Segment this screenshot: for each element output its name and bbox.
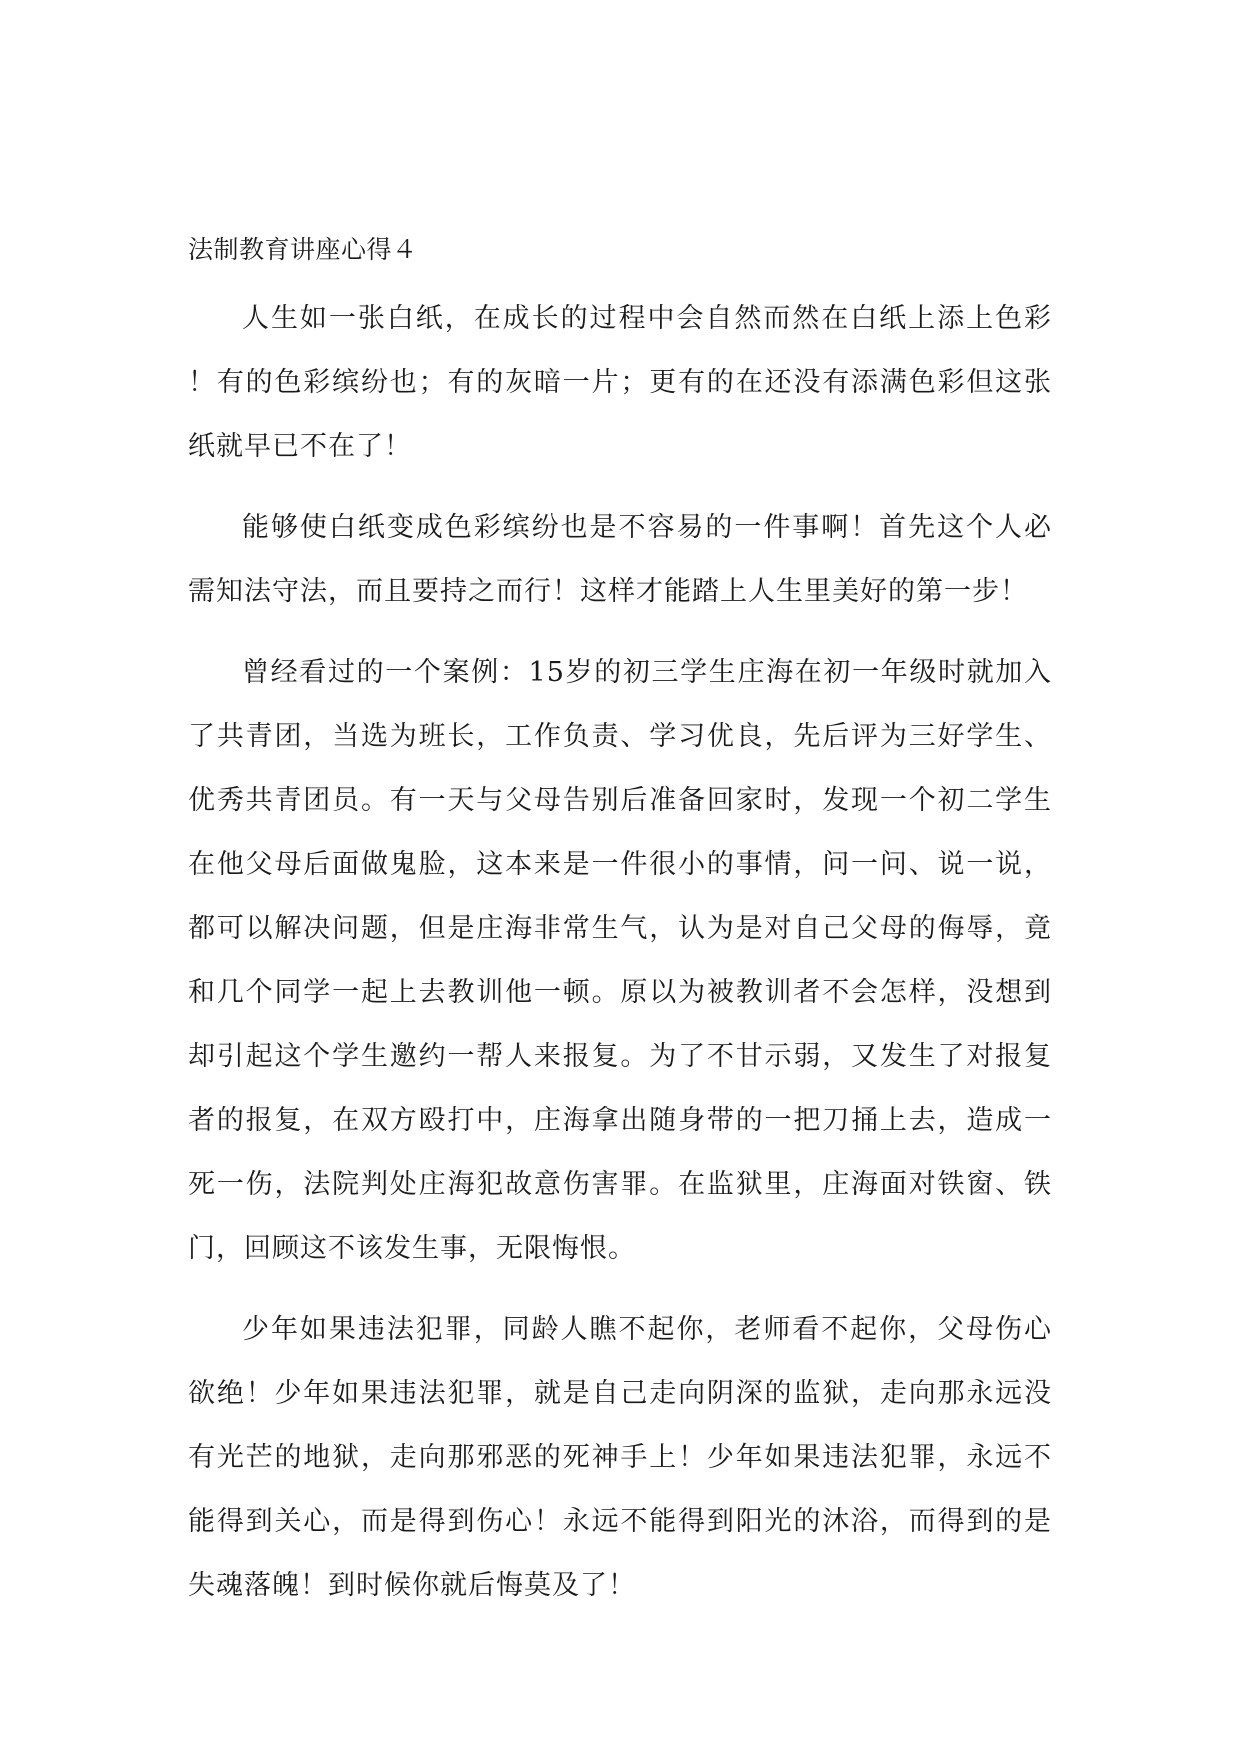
paragraph-case-study: 曾经看过的一个案例：15岁的初三学生庄海在初一年级时就加入了共青团，当选为班长，工作负责、学习优良，先后评为三好学生、优秀共青团员。有一天与父母告别后准备回家时，发现一个初二学生在他父母后面做鬼脸，这本来是一件很小的事情，问一问、说一说，都可以解决问题，但是庄海非常生气，认为是对自己父母的侮辱，竟和几个同学一起上去教训他一顿。原以为被教训者不会怎样，没想到却引起这个学生邀约一帮人来报复。为了不甘示弱，又发生了对报复者的报复，在双方殴打中，庄海拿出随身带的一把刀捅上去，造成一死一伤，法院判处庄海犯故意伤害罪。在监狱里，庄海面对铁窗、铁门，回顾这不该发生事，无限悔恨。 [188,657,1052,1264]
paragraph-conclusion: 少年如果违法犯罪，同龄人瞧不起你，老师看不起你，父母伤心欲绝！少年如果违法犯罪，就是自己走向阴深的监狱，走向那永远没有光芒的地狱，走向那邪恶的死神手上！少年如果违法犯罪，永远不能得到关心，而是得到伤心！永远不能得到阳光的沐浴，而得到的是失魂落魄！到时候你就后悔莫及了！ [188,1314,1052,1601]
document-body [188,287,1052,1635]
document-title: 法制教育讲座心得４ [188,235,418,264]
paragraph-law-abiding: 能够使白纸变成色彩缤纷也是不容易的一件事啊！首先这个人必需知法守法，而且要持之而行！这样才能踏上人生里美好的第一步！ [188,512,1052,607]
paragraph-intro: 人生如一张白纸，在成长的过程中会自然而然在白纸上添上色彩！有的色彩缤纷也；有的灰暗一片；更有的在还没有添满色彩但这张纸就早已不在了！ [188,303,1052,462]
